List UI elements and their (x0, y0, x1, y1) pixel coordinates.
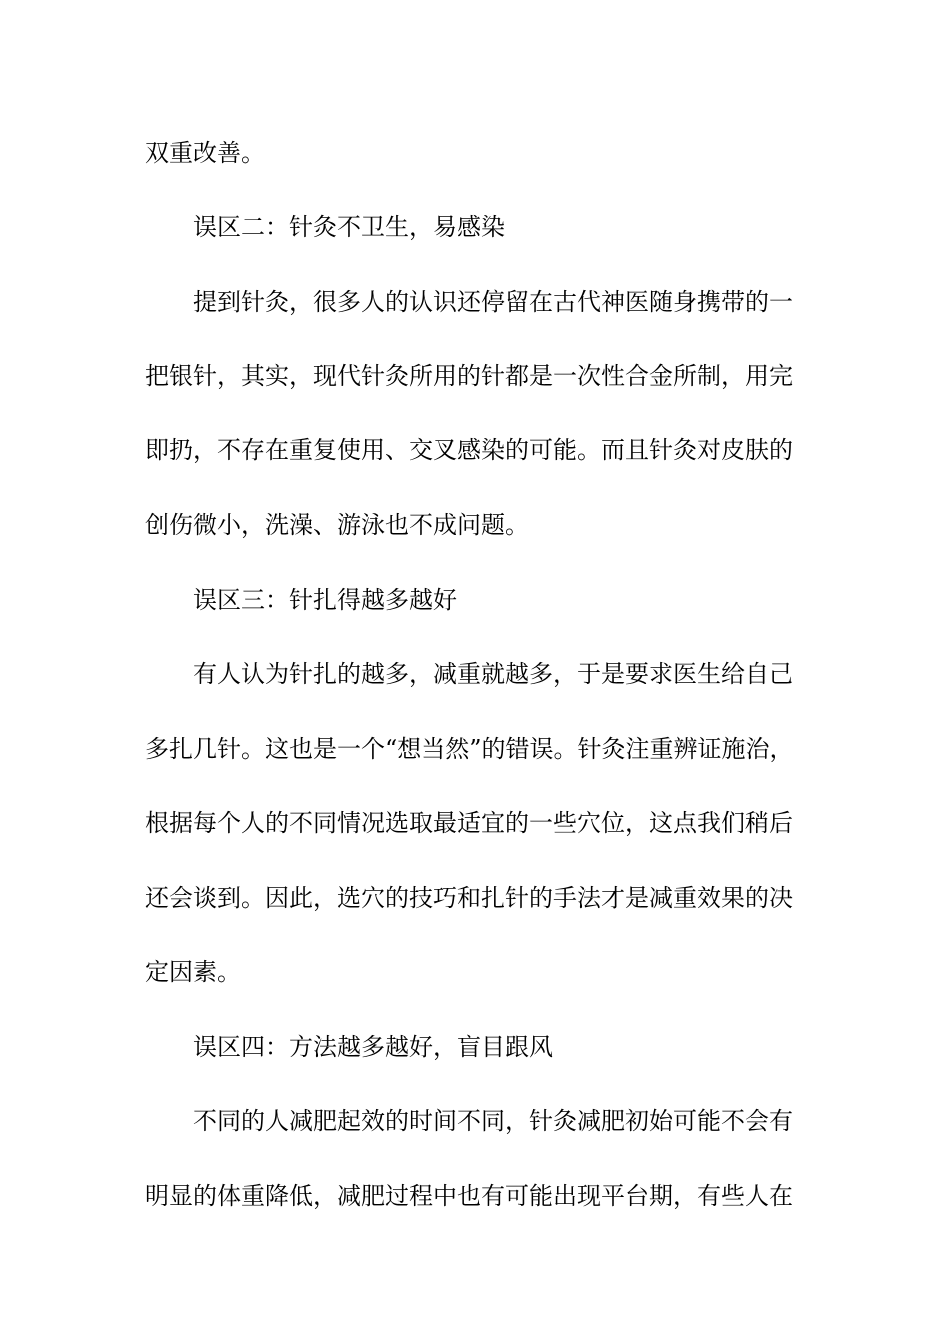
paragraph-first-line: 提到针灸，很多人的认识还停留在古代神医随身携带的一 (193, 288, 793, 316)
paragraph-first-line: 不同的人减肥起效的时间不同，针灸减肥初始可能不会有 (193, 1107, 793, 1135)
text-line: 多扎几针。这也是一个“想当然”的错误。针灸注重辨证施治， (145, 735, 794, 763)
text-line: 明显的体重降低，减肥过程中也有可能出现平台期，有些人在 (145, 1182, 793, 1210)
section-heading: 误区二：针灸不卫生，易感染 (193, 213, 505, 241)
text-line: 双重改善。 (145, 139, 265, 167)
paragraph-first-line: 有人认为针扎的越多，减重就越多，于是要求医生给自己 (193, 660, 793, 688)
section-heading: 误区三：针扎得越多越好 (193, 586, 457, 614)
text-line: 还会谈到。因此，选穴的技巧和扎针的手法才是减重效果的决 (145, 884, 793, 912)
text-line: 创伤微小，洗澡、游泳也不成问题。 (145, 511, 529, 539)
text-line: 把银针，其实，现代针灸所用的针都是一次性合金所制，用完 (145, 362, 793, 390)
text-line: 即扔，不存在重复使用、交叉感染的可能。而且针灸对皮肤的 (145, 436, 793, 464)
section-heading: 误区四：方法越多越好，盲目跟风 (193, 1033, 553, 1061)
text-line: 定因素。 (145, 958, 241, 986)
text-line: 根据每个人的不同情况选取最适宜的一些穴位，这点我们稍后 (145, 809, 793, 837)
